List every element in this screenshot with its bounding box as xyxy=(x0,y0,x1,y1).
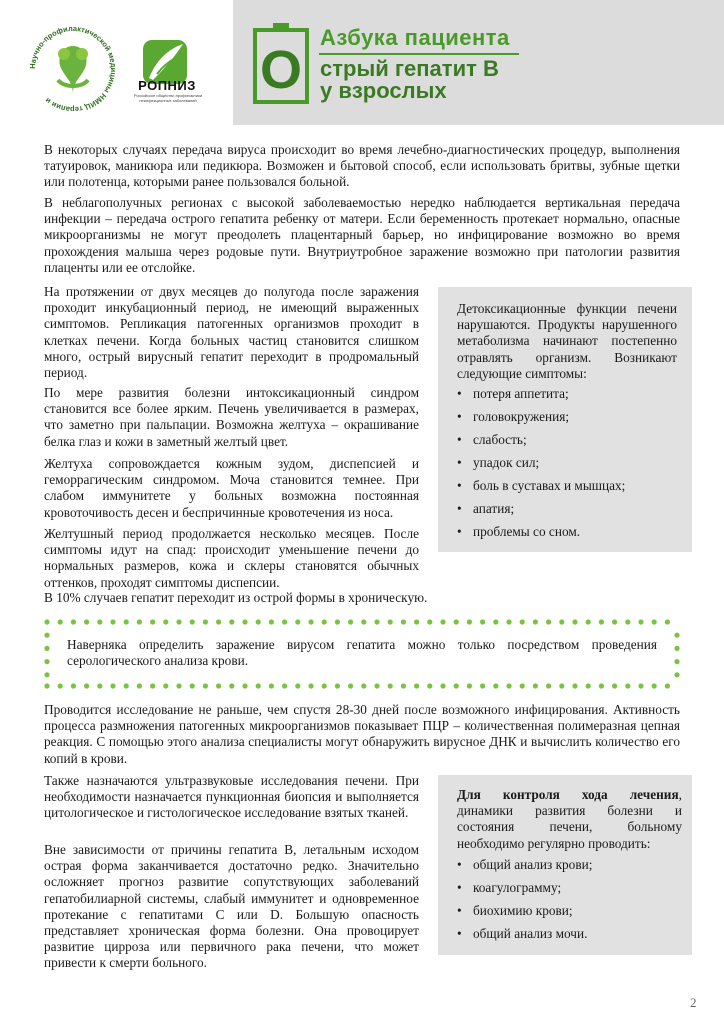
callout-dot xyxy=(599,683,604,688)
callout-dot xyxy=(58,619,63,624)
monitoring-list xyxy=(457,853,682,945)
callout-dot xyxy=(586,619,591,624)
callout-dot xyxy=(44,659,49,664)
paragraph-ultrasound: Также назначаются ультразвуковые исследования печени. При необходимости назначается пункционная биопсия и выполняется цитологическое и гистологическое исследование взятых тканей. xyxy=(44,773,419,821)
callout-dot xyxy=(44,672,49,677)
callout-dot xyxy=(652,619,657,624)
callout-dot xyxy=(348,683,353,688)
callout-dot xyxy=(493,683,498,688)
callout-dot xyxy=(533,683,538,688)
monitoring-intro-rest: , динамики развития болезни и состояния печени, больному необходимо регулярно проводить: xyxy=(457,787,682,851)
callout-dot xyxy=(295,683,300,688)
callout-dot xyxy=(520,683,525,688)
paragraph-pcr: Проводится исследование не раньше, чем спустя 28-30 дней после возможного инфицирования. Активность процесса размножения патогенных микроорганизмов показывает ПЦР – количественная полимеразная цепная реакция. С помощью этого анализа специалисты могут обнаружить вирусное ДНК и вычислить количество его копий в крови. xyxy=(44,702,680,766)
callout-dot xyxy=(612,683,617,688)
callout-dot xyxy=(467,619,472,624)
callout-dot xyxy=(58,683,63,688)
nmic-logo-icon xyxy=(28,24,118,114)
callout-dot xyxy=(480,683,485,688)
callout-dot xyxy=(559,619,564,624)
callout-dot xyxy=(308,683,313,688)
callout-dot xyxy=(454,683,459,688)
page-number: 2 xyxy=(690,995,697,1010)
callout-dot xyxy=(269,683,274,688)
callout-dot xyxy=(229,619,234,624)
callout-dot xyxy=(480,619,485,624)
callout-dot xyxy=(71,619,76,624)
callout-dot xyxy=(190,683,195,688)
monitoring-intro-bold: Для контроля хода лечения xyxy=(457,787,679,802)
list-item: • потеря аппетита; xyxy=(457,382,682,405)
callout-dot xyxy=(44,619,49,624)
callout-dot xyxy=(401,683,406,688)
monitoring-box xyxy=(438,775,692,955)
callout-dot xyxy=(440,619,445,624)
title-letter: О xyxy=(259,40,303,100)
callout-dot xyxy=(559,683,564,688)
callout-text: Наверняка определить заражение вирусом гепатита можно только посредством проведения серологического анализа крови. xyxy=(67,637,657,669)
paragraph-prognosis: Вне зависимости от причины гепатита В, летальным исходом острая форма заканчивается достаточно редко. Значительно осложняет прогноз развитие сопутствующих заболеваний гепатобилиарной системы, слабый иммунитет и одновременное протекание с гепатитами С или D. Большую опасность представляет хроническая форма болезни. Она провоцирует развитие цирроза или первичного рака печени, что может привести к смерти больного. xyxy=(44,842,419,971)
paragraph-vertical-transmission: В неблагополучных регионах с высокой заболеваемостью нередко наблюдается вертикальная передача инфекции – передача острого гепатита ребенку от матери. Если беременность протекает нормально, опасные микроорганизмы не могут преодолеть плацентарный барьер, но инфицирование возможно во время прохождения малыша через родовые пути. Внутриутробное заражение возможно при патологии развития плаценты или ее отслойке. xyxy=(44,195,680,275)
callout-dot xyxy=(229,683,234,688)
callout-dot xyxy=(493,619,498,624)
paragraph-incubation: На протяжении от двух месяцев до полугода после заражения проходит инкубационный период, не имеющий выраженных симптомов. Репликация патогенных организмов проходит в клетках печени. Когда больных частиц становится слишком много, острый вирусный гепатит переходит в продромальный период. xyxy=(44,284,419,381)
callout-dot xyxy=(674,646,679,651)
callout-dot xyxy=(110,619,115,624)
svg-text:Научно-профилактической медици: Научно-профилактической медицины НМИЦ терапии и xyxy=(28,24,118,114)
callout-dot xyxy=(638,683,643,688)
callout-dot xyxy=(137,683,142,688)
callout-dot xyxy=(374,619,379,624)
callout-dot xyxy=(97,619,102,624)
callout-dot xyxy=(586,683,591,688)
list-item: • проблемы со сном. xyxy=(457,520,682,543)
monitoring-intro xyxy=(457,787,682,852)
callout-dot xyxy=(150,619,155,624)
callout-dot xyxy=(572,619,577,624)
callout-dot xyxy=(665,683,670,688)
callout-dot xyxy=(124,619,129,624)
callout-dot xyxy=(625,619,630,624)
paragraph-intoxication: По мере развития болезни интоксикационный синдром становится все более ярким. Печень увеличивается в размерах, что заметно при пальпации. Возможна желтуха – окрашивание белка глаз и кожи в заметный желтый цвет. xyxy=(44,385,419,449)
callout-dot xyxy=(137,619,142,624)
callout-dot xyxy=(546,619,551,624)
list-item: • биохимию крови; xyxy=(457,899,682,922)
callout-dot xyxy=(401,619,406,624)
list-item: • слабость; xyxy=(457,428,682,451)
chronic-transition-line: В 10% случаев гепатит переходит из острой формы в хроническую. xyxy=(44,590,428,605)
list-item: • апатия; xyxy=(457,497,682,520)
list-item: • упадок сил; xyxy=(457,451,682,474)
callout-dot xyxy=(44,633,49,638)
callout-dot xyxy=(190,619,195,624)
callout-dot xyxy=(414,683,419,688)
callout-dot xyxy=(674,672,679,677)
callout-dot xyxy=(348,619,353,624)
callout-dot xyxy=(506,619,511,624)
callout-dot xyxy=(295,619,300,624)
list-item: • головокружения; xyxy=(457,405,682,428)
callout-dot xyxy=(256,683,261,688)
callout-dot xyxy=(282,683,287,688)
callout-dot xyxy=(652,683,657,688)
callout-dot xyxy=(440,683,445,688)
callout-dot xyxy=(427,683,432,688)
paragraph-transmission: В некоторых случаях передача вируса происходит во время лечебно-диагностических процедур, выполнения татуировок, маникюра или педикюра. Возможен и бытовой способ, если использовать бритвы, зубные щетки или полотенца, которыми ранее пользовался больной. xyxy=(44,142,680,190)
list-item: • боль в суставах и мышцах; xyxy=(457,474,682,497)
symptoms-box xyxy=(438,287,692,552)
callout-dot xyxy=(533,619,538,624)
ropniz-name: РОПНИЗ xyxy=(138,78,196,93)
battery-letter-icon xyxy=(253,22,309,104)
callout-dot xyxy=(84,619,89,624)
series-title: Азбука пациента xyxy=(320,25,510,50)
callout-dot xyxy=(322,683,327,688)
callout-dot xyxy=(282,619,287,624)
callout-dot xyxy=(44,683,49,688)
callout-dot xyxy=(163,619,168,624)
page-title-line1: стрый гепатит В xyxy=(320,56,499,81)
page-title-line2: у взрослых xyxy=(320,78,447,103)
callout-dot xyxy=(335,683,340,688)
callout-dot xyxy=(203,619,208,624)
callout-dot xyxy=(599,619,604,624)
callout-dot xyxy=(572,683,577,688)
callout-dot xyxy=(203,683,208,688)
callout-dot xyxy=(44,646,49,651)
callout-dot xyxy=(216,683,221,688)
callout-dot xyxy=(361,619,366,624)
callout-dot xyxy=(335,619,340,624)
callout-dot xyxy=(454,619,459,624)
callout-dot xyxy=(216,619,221,624)
paragraph-icteric-period: Желтушный период продолжается несколько месяцев. После симптомы идут на спад: происходит уменьшение печени до нормальных размеров, кожа и склеры становятся обычных оттенков, проходят симптомы диспепсии. xyxy=(44,526,419,590)
list-item: • общий анализ мочи. xyxy=(457,922,682,945)
callout-dot xyxy=(674,633,679,638)
callout-dot xyxy=(97,683,102,688)
callout-dot xyxy=(256,619,261,624)
callout-dot xyxy=(110,683,115,688)
paragraph-jaundice: Желтуха сопровождается кожным зудом, диспепсией и геморрагическим синдромом. Моча становится темнее. При слабом иммунитете у больных возможна постоянная кровоточивость десен и беспричинные кровотечения из носа. xyxy=(44,456,419,520)
callout-dot xyxy=(242,619,247,624)
callout-dot xyxy=(674,659,679,664)
callout-dot xyxy=(322,619,327,624)
callout-dot xyxy=(638,619,643,624)
callout-dot xyxy=(388,619,393,624)
callout-dot xyxy=(506,683,511,688)
callout-dot xyxy=(414,619,419,624)
list-item: • коагулограмму; xyxy=(457,876,682,899)
callout-dot xyxy=(612,619,617,624)
callout-dot xyxy=(427,619,432,624)
callout-dot xyxy=(625,683,630,688)
title-divider xyxy=(319,53,519,55)
callout-dot xyxy=(150,683,155,688)
callout-dot xyxy=(374,683,379,688)
callout-dot xyxy=(520,619,525,624)
callout-dot xyxy=(665,619,670,624)
callout-dot xyxy=(308,619,313,624)
callout-dot xyxy=(163,683,168,688)
list-item: • общий анализ крови; xyxy=(457,853,682,876)
callout-dot xyxy=(242,683,247,688)
callout-dot xyxy=(388,683,393,688)
symptoms-intro: Детоксикационные функции печени нарушаются. Продукты нарушенного метаболизма начинают постепенно отравлять организм. Возникают следующие симптомы: xyxy=(457,301,677,381)
callout-dot xyxy=(361,683,366,688)
callout-dot xyxy=(546,683,551,688)
callout-dot xyxy=(84,683,89,688)
callout-dot xyxy=(71,683,76,688)
callout-dot xyxy=(176,683,181,688)
callout-dot xyxy=(124,683,129,688)
callout-dot xyxy=(467,683,472,688)
callout-dot xyxy=(269,619,274,624)
callout-dot xyxy=(176,619,181,624)
ropniz-subtitle: Российское общество профилактики неинфекционных заболеваний xyxy=(133,93,203,103)
symptoms-list xyxy=(457,382,682,543)
